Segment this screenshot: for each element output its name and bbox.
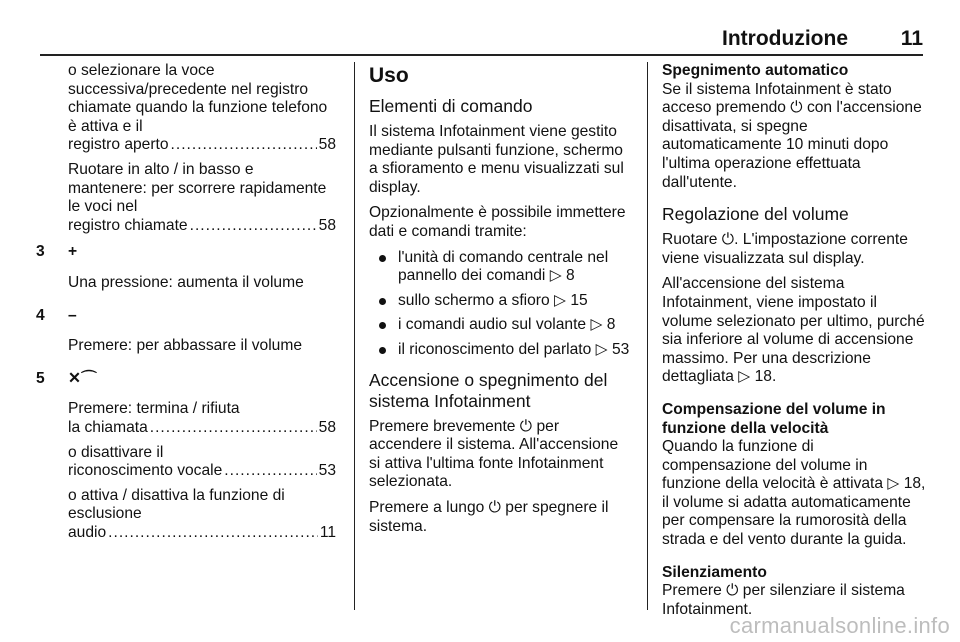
minus-symbol: – — [68, 306, 77, 324]
plus-symbol: + — [68, 243, 78, 261]
volume-heading: Regolazione del volume — [662, 204, 849, 225]
leader-dots — [190, 217, 317, 236]
power-off-paragraph: Premere a lungo ⏻ per spegnere il sistema. — [369, 498, 609, 535]
intro-reference — [68, 136, 336, 155]
list-item: l'unità di comando centrale nel pannello dei comandi ▷ 8 — [369, 249, 633, 286]
item-number: 3 — [36, 243, 45, 261]
item5-reference-2 — [68, 462, 336, 481]
item-3 — [36, 243, 336, 292]
options-intro: Opzionalmente è possibile immettere dati e comandi tramite: — [369, 204, 626, 240]
item5-line3: o attiva / disattiva la funzione di esclusione — [68, 486, 285, 523]
power-paragraph: Premere brevemente ⏻ per accendere il sistema. All'accensione si attiva l'ultima fonte Infotainment selezionata. — [369, 417, 619, 491]
column-divider — [647, 62, 648, 610]
reference-page: 11 — [319, 523, 336, 541]
auto-off-heading: Spegnimento automatico — [662, 62, 849, 79]
item5-line2: o disattivare il — [68, 443, 164, 461]
volume-paragraph: Ruotare ⏻. L'impostazione corrente viene visualizzata sul display. — [662, 231, 908, 267]
reference-page: 58 — [318, 136, 336, 154]
speed-paragraph: Quando la funzione di compensazione del volume in funzione della velocità è attivata ▷ 18, il volume si adatta automaticamente per compensare la rumorosità della strada e del vento durante la guida. — [662, 438, 926, 549]
leader-dots — [171, 136, 317, 155]
chapter-title: Introduzione — [722, 27, 848, 50]
left-column — [36, 62, 336, 542]
power-heading: Accensione o spegnimento del sistema Infotainment — [369, 369, 608, 411]
list-item: sullo schermo a sfioro ▷ 15 — [369, 292, 633, 311]
item-number: 5 — [36, 369, 45, 387]
mute-heading: Silenziamento — [662, 563, 767, 581]
leader-dots — [108, 524, 318, 543]
auto-off-paragraph: Se il sistema Infotainment è stato acceso premendo ⏻ con l'accensione disattivata, si spegne automaticamente 10 minuti dopo l'ultima operazione effettuata dall'utente. — [662, 80, 922, 191]
leader-dots — [224, 462, 316, 481]
input-options-list — [369, 249, 633, 360]
reference-text: audio — [68, 523, 107, 541]
scroll-lines: Ruotare in alto / in basso e mantenere: per scorrere rapidamente le voci nel — [68, 160, 327, 216]
reference-page: 58 — [318, 216, 336, 234]
controls-paragraph: Il sistema Infotainment viene gestito mediante pulsanti funzione, schermo a sfioramento e menu visualizzati sul display. — [369, 123, 624, 196]
item-text: Una pressione: aumenta il volume — [68, 273, 304, 291]
middle-column — [369, 62, 633, 543]
item5-reference-3 — [68, 524, 336, 543]
column-divider — [354, 62, 355, 610]
right-column — [662, 62, 926, 626]
scroll-reference — [68, 217, 336, 236]
controls-heading: Elementi di comando — [369, 96, 533, 116]
volume-on-paragraph: All'accensione del sistema Infotainment, viene impostato il volume selezionato per ultimo, purché sia inferiore al volume di accensione massimo. Per una descrizione dettagliata ▷ 18. — [662, 275, 925, 386]
leader-dots — [150, 419, 317, 438]
mute-paragraph: Premere ⏻ per silenziare il sistema Infotainment. — [662, 582, 905, 618]
reference-text: registro chiamate — [68, 216, 188, 234]
item-text: Premere: per abbassare il volume — [68, 337, 303, 355]
reference-text: riconoscimento vocale — [68, 462, 223, 480]
item-number: 4 — [36, 306, 45, 324]
reference-page: 53 — [318, 462, 336, 480]
reference-text: registro aperto — [68, 136, 169, 154]
item-4 — [36, 306, 336, 356]
intro-lines: o selezionare la voce successiva/precedente nel registro chiamate quando la funzione telefono è attiva e il — [68, 62, 328, 135]
page-number: 11 — [900, 27, 923, 50]
list-item: i comandi audio sul volante ▷ 8 — [369, 316, 633, 335]
hang-up-icon: ✕⌒ — [68, 369, 97, 387]
speed-heading: Compensazione del volume in funzione della velocità — [662, 400, 886, 437]
page-header — [40, 26, 923, 56]
item5-reference-1 — [68, 419, 336, 438]
reference-text: la chiamata — [68, 418, 148, 436]
watermark: carmanualsonline.info — [729, 613, 950, 638]
list-item: il riconoscimento del parlato ▷ 53 — [369, 341, 633, 360]
scroll-block — [68, 161, 336, 235]
section-title: Uso — [369, 64, 409, 87]
intro-block — [68, 62, 336, 155]
item-5 — [36, 369, 336, 543]
reference-page: 58 — [318, 418, 336, 436]
item5-line1: Premere: termina / rifiuta — [68, 400, 240, 418]
